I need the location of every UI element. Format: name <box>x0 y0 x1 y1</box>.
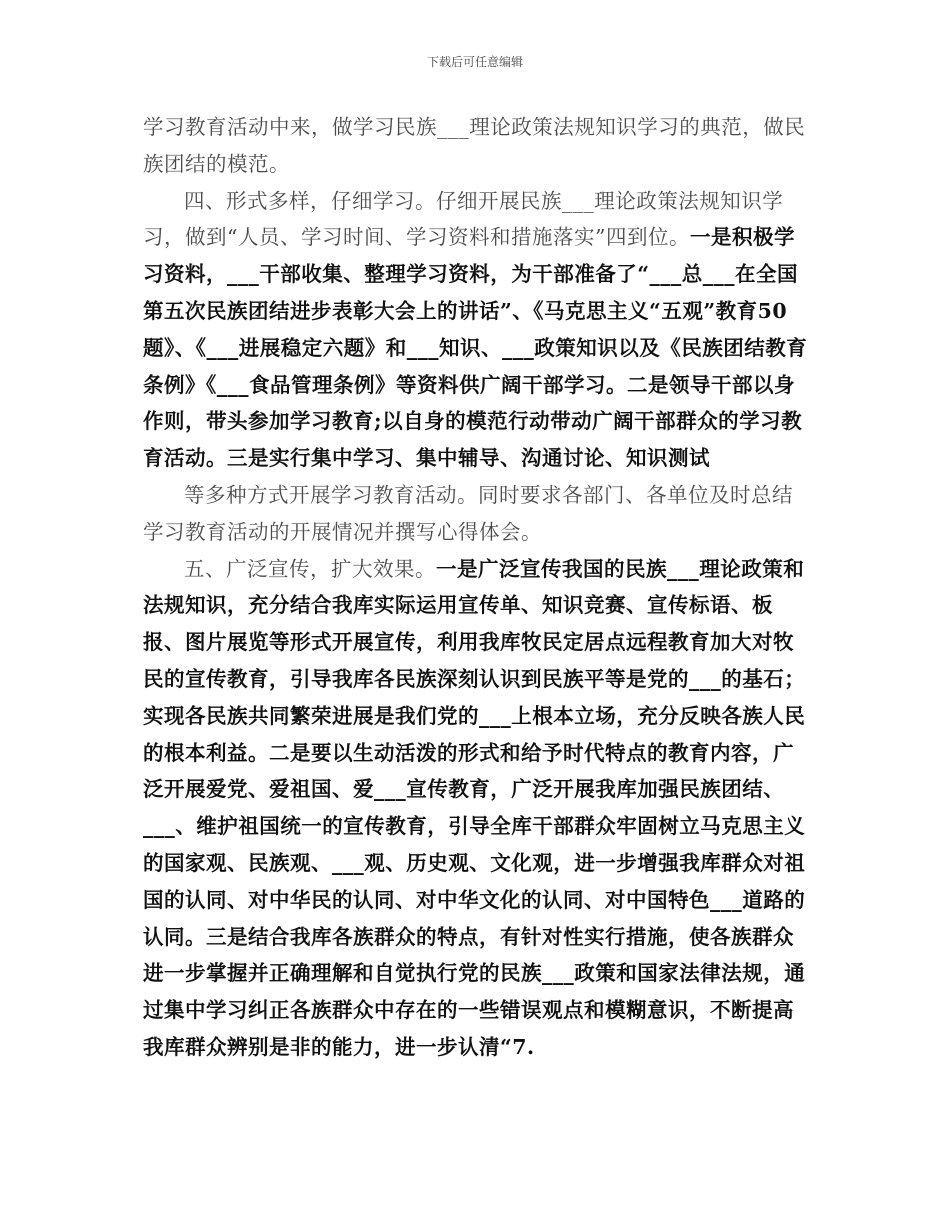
text-run: 等多种方式开展学习教育活动。同时要求各部门、各单位及时总结学习教育活动的开展情况并撰写心得体会。 <box>143 482 793 544</box>
text-run: 四、形式多样，仔细学习。仔细开展民族___理论政策法规知识学习，做到“人员、学习时间、学习资料和措施落实”四到位。 <box>143 188 784 250</box>
paragraph-2 <box>143 183 813 477</box>
bold-text-run: 一是广泛宣传我国的民族___理论政策和法规知识，充分结合我库实际运用宣传单、知识竞赛、宣传标语、板报、图片展览等形式开展宣传，利用我库牧民定居点远程教育加大对牧民的宣传教育，引导我库各民族深刻认识到民族平等是党的___的基石；实现各民族共同繁荣进展是我们党的___上根本立场，充分反映各族人民的根本利益。二是要以生动活泼的形式和给予时代特点的教育内容，广泛开展爱党、爱祖国、爱___宣传教育，广泛开展我库加强民族团结、___、维护祖国统一的宣传教育，引导全库干部群众牢固树立马克思主义的国家观、民族观、___观、历史观、文化观，进一步增强我库群众对祖国的认同、对中华民的认同、对中华文化的认同、对中国特色___道路的认同。三是结合我库各族群众的特点，有针对性实行措施，使各族群众进一步掌握并正确理解和自觉执行党的民族___政策和国家法律法规，通过集中学习纠正各族群众中存在的一些错误观点和模糊意识，不断提高我库群众辨别是非的能力，进一步认清“7. <box>143 556 806 1059</box>
bold-text-run: 一是积极学习资料，___干部收集、整理学习资料，为干部准备了“___总___在全国第五次民族团结进步表彰大会上的讲话”、《马克思主义“五观”教育50题》、《___进展稳定六题》和___知识、___政策知识以及《民族团结教育条例》《___食品管理条例》等资料供广阔干部学习。二是领导干部以身作则，带头参加学习教育;以自身的模范行动带动广阔干部群众的学习教育活动。三是实行集中学习、集中辅导、沟通讨论、知识测试 <box>143 225 808 471</box>
page-header: 下载后可任意编辑 <box>426 55 523 69</box>
paragraph-1 <box>143 109 813 183</box>
text-run: 五、广泛宣传，扩大效果。 <box>184 556 436 581</box>
paragraph-3 <box>143 477 813 551</box>
text-run: 学习教育活动中来，做学习民族___理论政策法规知识学习的典范，做民族团结的模范。 <box>143 115 806 176</box>
paragraph-4 <box>143 551 813 1066</box>
document-body <box>143 109 813 1066</box>
